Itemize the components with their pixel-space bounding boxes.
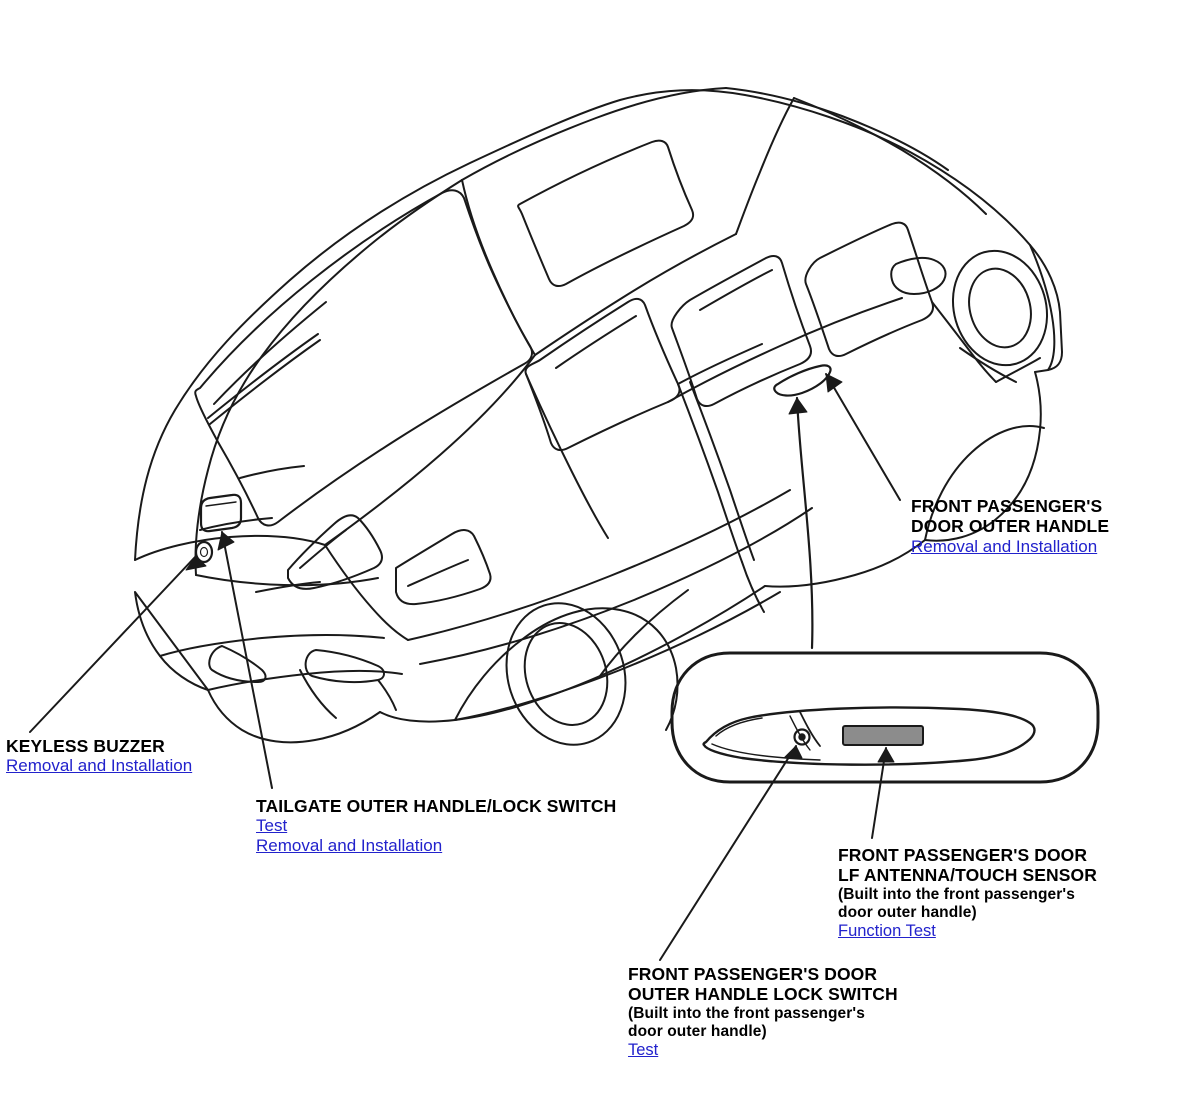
link-removal-and-installation[interactable]: Removal and Installation [6, 756, 193, 776]
callout-tailgate-outer-handle-lock-switch [256, 796, 616, 856]
link-test[interactable]: Test [256, 816, 288, 836]
callout-title-line: FRONT PASSENGER'S DOOR [838, 845, 1088, 865]
callout-front-passengers-door-outer-handle-lock-switch [628, 964, 898, 1060]
callout-subtitle-line: door outer handle) [838, 904, 977, 922]
callout-front-passengers-door-lf-antenna-touch-sensor [838, 845, 1097, 941]
callout-title-line: DOOR OUTER HANDLE [911, 516, 1110, 537]
callout-title-line: FRONT PASSENGER'S DOOR [628, 964, 878, 984]
callout-title-line: OUTER HANDLE LOCK SWITCH [628, 984, 898, 1005]
link-removal-and-installation[interactable]: Removal and Installation [911, 536, 1098, 556]
link-removal-and-installation[interactable]: Removal and Installation [256, 836, 443, 856]
callout-subtitle-line: (Built into the front passenger's [628, 1004, 865, 1022]
callout-front-passengers-door-outer-handle [911, 496, 1109, 557]
callout-title-line: TAILGATE OUTER HANDLE/LOCK SWITCH [256, 796, 617, 816]
callout-title-line: FRONT PASSENGER'S [911, 496, 1103, 516]
callout-subtitle-line: door outer handle) [628, 1023, 767, 1041]
callout-keyless-buzzer [6, 736, 192, 776]
link-function-test[interactable]: Function Test [838, 922, 936, 941]
callout-title-line: KEYLESS BUZZER [6, 736, 165, 756]
link-test[interactable]: Test [628, 1041, 659, 1060]
callout-title-line: LF ANTENNA/TOUCH SENSOR [838, 865, 1097, 886]
callout-subtitle-line: (Built into the front passenger's [838, 885, 1075, 903]
